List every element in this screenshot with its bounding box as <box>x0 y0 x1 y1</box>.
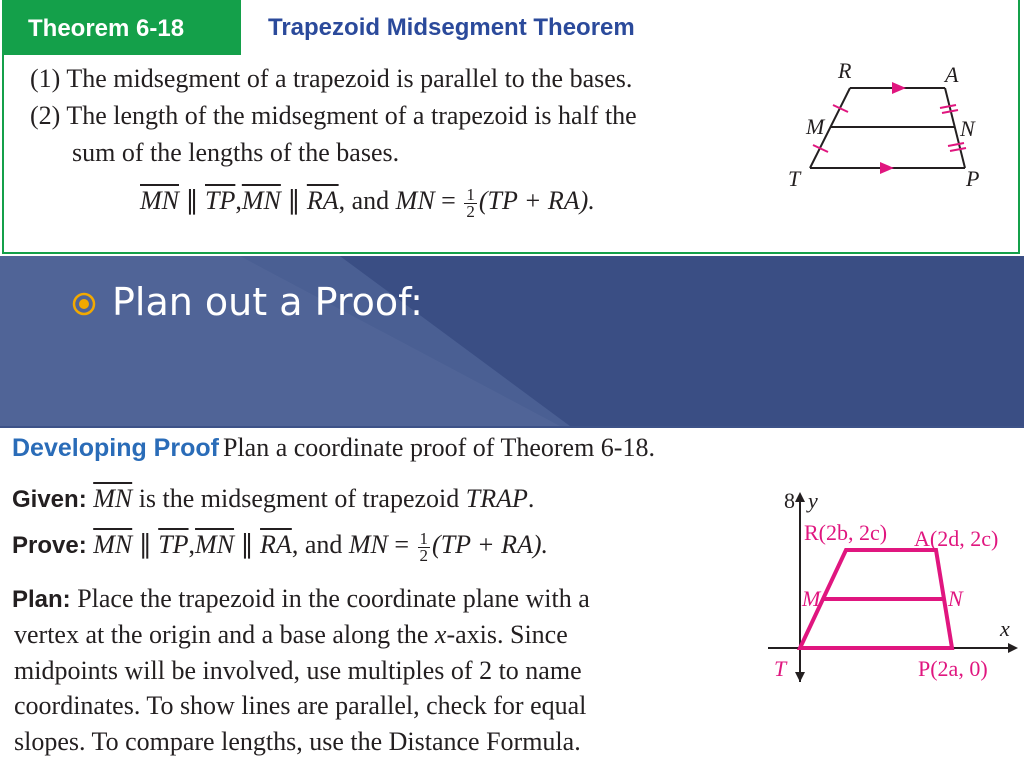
segment-mn: $\overline{MN}$ <box>140 186 179 215</box>
comma: , <box>235 186 242 215</box>
vertex-a: A <box>945 62 959 87</box>
point-n: N <box>960 116 975 141</box>
developing-proof-heading: Developing Proof <box>12 434 219 462</box>
plan-line-5: slopes. To compare lengths, use the Distance Formula. <box>14 727 581 756</box>
theorem-line-2: (2) The length of the midsegment of a trapezoid is half the <box>30 101 637 130</box>
proof-heading-row <box>12 433 655 463</box>
coordinate-graph <box>760 486 1022 696</box>
given-label: Given: <box>12 486 87 513</box>
theorem-line-3: sum of the lengths of the bases. <box>72 138 400 167</box>
bullet-text: Plan out a Proof: <box>112 280 423 324</box>
theorem-formula <box>140 186 595 220</box>
theorem-box <box>0 0 1024 256</box>
fraction-half-prove: $\frac{1}{2}$ <box>419 528 429 565</box>
point-r-label: R(2b, 2c) <box>804 520 888 545</box>
given-text: is the midsegment of trapezoid <box>138 484 460 513</box>
point-m-label: M <box>802 586 821 611</box>
plan-line-1: Place the trapezoid in the coordinate plane with a <box>77 584 590 613</box>
fraction-half: $\frac{1}{2}$ <box>466 184 475 221</box>
parallel-symbol-2: ∥ <box>287 186 301 215</box>
equals-sign: = <box>441 186 456 215</box>
vertex-t: T <box>788 166 801 191</box>
segment-ra: $\overline{RA}$ <box>306 186 339 215</box>
plan-line-4: coordinates. To show lines are parallel, check for equal <box>14 691 587 720</box>
given-segment: $\overline{MN}$ <box>93 484 133 513</box>
and-text: , and <box>338 186 390 215</box>
point-t-label: T <box>774 656 787 681</box>
point-n-label: N <box>948 586 963 611</box>
proof-box <box>0 428 1024 768</box>
bullet-icon <box>70 290 100 320</box>
plan-row-1 <box>12 584 590 614</box>
sum-of-bases: (TP + RA). <box>478 186 595 215</box>
given-name: TRAP <box>465 484 528 513</box>
theorem-tab: Theorem 6-18 <box>3 0 241 55</box>
plan-label: Plan: <box>12 586 71 613</box>
x-axis-label: x <box>1000 616 1010 641</box>
proof-heading-text: Plan a coordinate proof of Theorem 6-18. <box>222 433 655 462</box>
prove-label: Prove: <box>12 532 87 559</box>
y-tick-label: 8 <box>784 488 795 513</box>
mn-length: MN <box>395 186 435 215</box>
parallel-symbol: ∥ <box>185 186 199 215</box>
theorem-line-1: (1) The midsegment of a trapezoid is parallel to the bases. <box>30 64 633 93</box>
segment-mn-2: $\overline{MN}$ <box>241 186 281 215</box>
point-p-label: P(2a, 0) <box>918 656 988 681</box>
point-a-label: A(2d, 2c) <box>914 526 999 551</box>
segment-tp: $\overline{TP}$ <box>205 186 236 215</box>
plan-line-2: vertex at the origin and a base along the x-axis. Since <box>14 620 568 649</box>
y-axis-label: y <box>808 488 818 513</box>
given-row: Given: $\overline{MN}$ is the midsegment of trapezoid TRAP. <box>12 484 535 513</box>
vertex-p: P <box>966 166 980 191</box>
theorem-title: Trapezoid Midsegment Theorem <box>268 14 635 41</box>
point-m: M <box>806 114 825 139</box>
plan-line-3: midpoints will be involved, use multiples of 2 to name <box>14 656 582 685</box>
prove-row: Prove: $\overline{MN}$ ∥ $\overline{TP},\overline{MN}$ ∥ $\overline{RA}$, and MN = $\frac{1}{2}$ (TP + RA). <box>12 528 549 565</box>
trapezoid-figure <box>780 60 1010 200</box>
vertex-r: R <box>838 60 852 83</box>
